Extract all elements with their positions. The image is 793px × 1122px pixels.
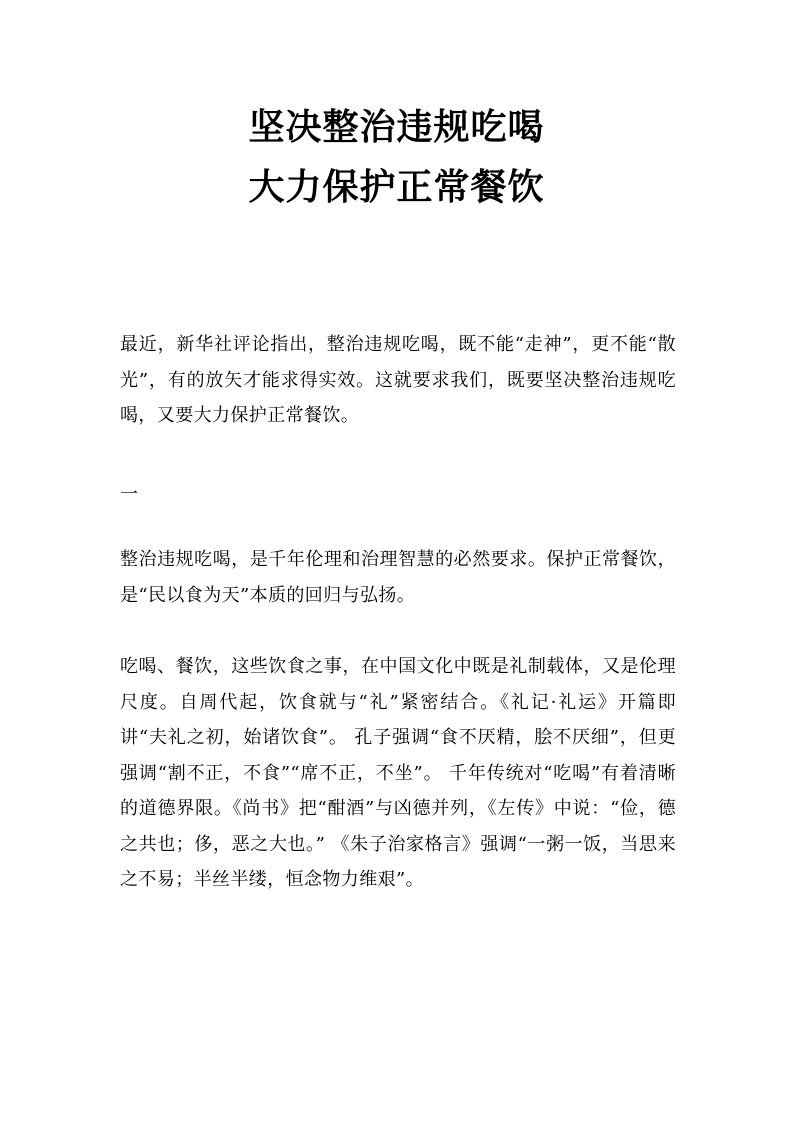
body-paragraph: 整治违规吃喝，是千年伦理和治理智慧的必然要求。保护正常餐饮，是“民以食为天”本质的回归与弘扬。 [120, 549, 676, 606]
intro-paragraph: 最近，新华社评论指出，整治违规吃喝，既不能“走神”，更不能“散光”，有的放矢才能求得实效。这就要求我们，既要坚决整治违规吃喝，又要大力保护正常餐饮。 [120, 334, 676, 426]
section-marker: 一 [120, 484, 139, 505]
title-line-2: 大力保护正常餐饮 [248, 167, 545, 208]
body-paragraph: 吃喝、餐饮，这些饮食之事，在中国文化中既是礼制载体，又是伦理尺度。自周代起，饮食就与“礼”紧密结合。《礼记·礼运》开篇即讲“夫礼之初，始诸饮食”。 孔子强调“食不厌精，脍不厌细”，但更强调“割不正，不食”“席不正，不坐”。 千年传统对“吃喝”有着清晰的道德界限。《尚书》把“酣酒”与凶德并列，《左传》中说：“俭，德之共也；侈，恶之大也。” 《朱子治家格言》强调“一粥一饭，当思来之不易；半丝半缕，恒念物力维艰”。 [120, 656, 676, 890]
title-line-1: 坚决整治违规吃喝 [248, 107, 545, 148]
